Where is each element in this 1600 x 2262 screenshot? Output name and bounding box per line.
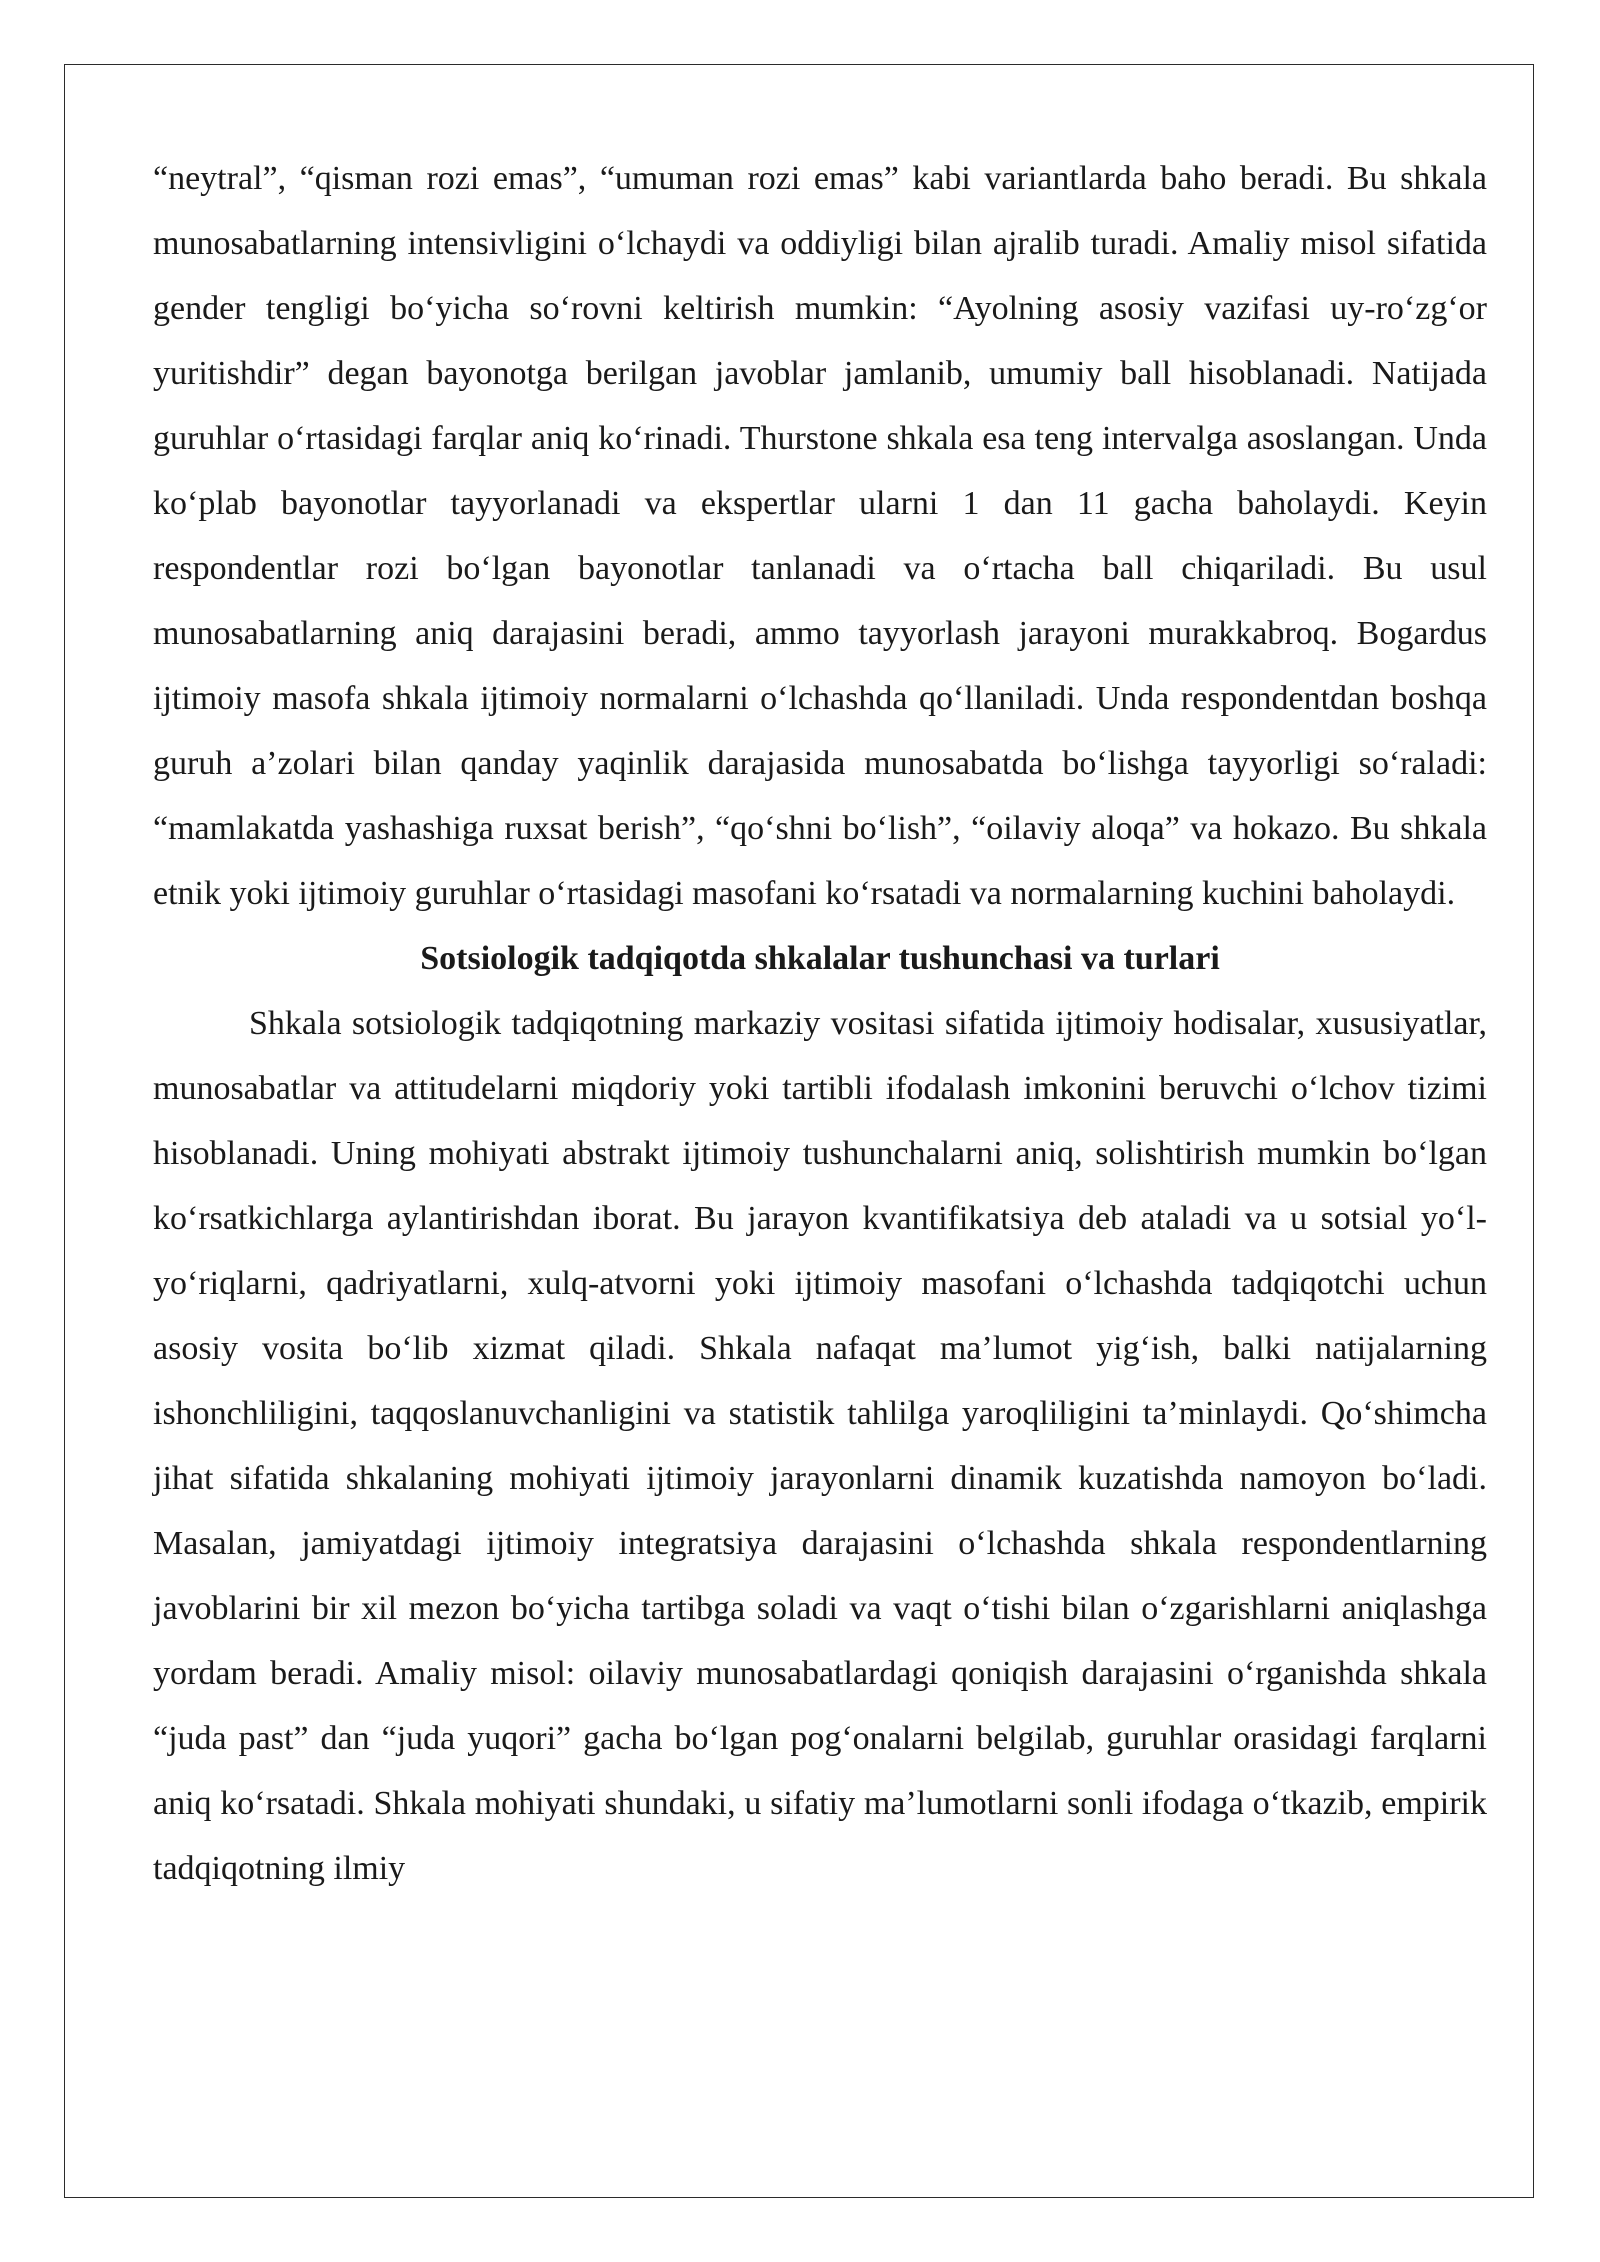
paragraph-scales-types: “neytral”, “qisman rozi emas”, “umuman rozi emas” kabi variantlarda baho beradi. Bu shkala munosabatlarning intensivligini oʻlchaydi va oddiyligi bilan ajralib turadi. Amaliy misol sifatida gender tengligi boʻyicha soʻrovni keltirish mumkin: “Ayolning asosiy vazifasi uy-roʻzgʻor yuritishdir” degan bayonotga berilgan javoblar jamlanib, umumiy ball hisoblanadi. Natijada guruhlar oʻrtasidagi farqlar aniq koʻrinadi. Thurstone shkala esa teng intervalga asoslangan. Unda koʻplab bayonotlar tayyorlanadi va ekspertlar ularni 1 dan 11 gacha baholaydi. Keyin respondentlar rozi boʻlgan bayonotlar tanlanadi va oʻrtacha ball chiqariladi. Bu usul munosabatlarning aniq darajasini beradi, ammo tayyorlash jarayoni murakkabroq. Bogardus ijtimoiy masofa shkala ijtimoiy normalarni oʻlchashda qoʻllaniladi. Unda respondentdan boshqa guruh a’zolari bilan qanday yaqinlik darajasida munosabatda boʻlishga tayyorligi soʻraladi: “mamlakatda yashashiga ruxsat berish”, “qoʻshni boʻlish”, “oilaviy aloqa” va hokazo. Bu shkala etnik yoki ijtimoiy guruhlar oʻrtasidagi masofani koʻrsatadi va normalarning kuchini baholaydi. bbox=[153, 160, 1487, 912]
section-heading: Sotsiologik tadqiqotda shkalalar tushunchasi va turlari bbox=[420, 940, 1220, 977]
paragraph-scale-definition: Shkala sotsiologik tadqiqotning markaziy vositasi sifatida ijtimoiy hodisalar, xususiyatlar, munosabatlar va attitudelarni miqdoriy yoki tartibli ifodalash imkonini beruvchi oʻlchov tizimi hisoblanadi. Uning mohiyati abstrakt ijtimoiy tushunchalarni aniq, solishtirish mumkin boʻlgan koʻrsatkichlarga aylantirishdan iborat. Bu jarayon kvantifikatsiya deb ataladi va u sotsial yoʻl-yoʻriqlarni, qadriyatlarni, xulq-atvorni yoki ijtimoiy masofani oʻlchashda tadqiqotchi uchun asosiy vosita boʻlib xizmat qiladi. Shkala nafaqat ma’lumot yigʻish, balki natijalarning ishonchliligini, taqqoslanuvchanligini va statistik tahlilga yaroqliligini ta’minlaydi. Qoʻshimcha jihat sifatida shkalaning mohiyati ijtimoiy jarayonlarni dinamik kuzatishda namoyon boʻladi. Masalan, jamiyatdagi ijtimoiy integratsiya darajasini oʻlchashda shkala respondentlarning javoblarini bir xil mezon boʻyicha tartibga soladi va vaqt oʻtishi bilan oʻzgarishlarni aniqlashga yordam beradi. Amaliy misol: oilaviy munosabatlardagi qoniqish darajasini oʻrganishda shkala “juda past” dan “juda yuqori” gacha boʻlgan pogʻonalarni belgilab, guruhlar orasidagi farqlarni aniq koʻrsatadi. Shkala mohiyati shundaki, u sifatiy ma’lumotlarni sonli ifodaga oʻtkazib, empirik tadqiqotning ilmiy bbox=[153, 1005, 1487, 1887]
document-body bbox=[153, 146, 1487, 1901]
